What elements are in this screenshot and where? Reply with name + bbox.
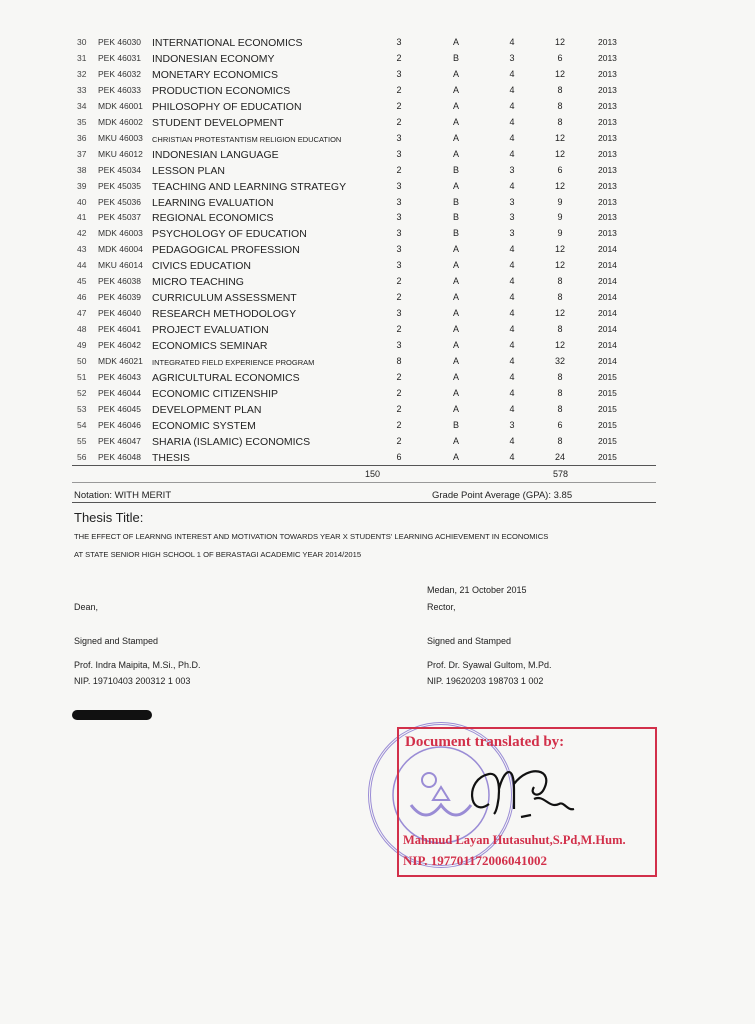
table-row (0, 388, 755, 404)
grade-point: 3 (509, 228, 515, 239)
gpa: Grade Point Average (GPA): 3.85 (432, 490, 573, 501)
course-name: PROJECT EVALUATION (152, 324, 269, 337)
year: 2013 (598, 228, 617, 239)
credit: 3 (396, 340, 402, 351)
grade-point: 4 (509, 403, 515, 414)
grade-point: 3 (509, 419, 515, 430)
course-code: MDK 46002 (98, 116, 143, 127)
course-name: PHILOSOPHY OF EDUCATION (152, 100, 302, 113)
course-code: PEK 46047 (98, 435, 142, 446)
year: 2014 (598, 260, 617, 271)
grade-point: 4 (509, 244, 515, 255)
course-name: AGRICULTURAL ECONOMICS (152, 371, 300, 384)
year: 2013 (598, 84, 617, 95)
grade-letter: A (452, 84, 459, 95)
grade-point: 3 (509, 164, 515, 175)
course-name: SHARIA (ISLAMIC) ECONOMICS (152, 435, 311, 448)
weighted-total: 12 (554, 180, 565, 191)
course-code: PEK 45037 (98, 212, 142, 223)
course-code: MDK 46001 (98, 100, 143, 111)
weighted-total: 12 (554, 260, 565, 271)
grade-point: 4 (509, 292, 515, 303)
credit: 3 (396, 37, 402, 47)
credit: 2 (396, 100, 402, 111)
credit: 2 (396, 276, 402, 287)
grade-letter: A (452, 403, 459, 414)
table-row (0, 340, 755, 356)
rector-nip: NIP. 19620203 198703 1 002 (427, 676, 544, 686)
grade-letter: B (452, 228, 459, 239)
course-code: PEK 46042 (98, 340, 142, 351)
row-number: 54 (77, 419, 87, 430)
credit: 2 (396, 403, 402, 414)
year: 2014 (598, 244, 617, 255)
course-name: PEDAGOGICAL PROFESSION (152, 244, 300, 257)
course-name: THESIS (152, 451, 190, 464)
course-name: CURRICULUM ASSESSMENT (152, 292, 297, 305)
weighted-total: 8 (557, 324, 563, 335)
year: 2013 (598, 100, 617, 111)
grade-letter: A (452, 387, 459, 398)
grade-letter: A (452, 37, 459, 47)
course-name: DEVELOPMENT PLAN (152, 403, 262, 416)
weighted-total: 12 (554, 148, 565, 159)
course-name: INDONESIAN LANGUAGE (152, 148, 279, 161)
course-name: PSYCHOLOGY OF EDUCATION (152, 228, 307, 241)
table-row (0, 197, 755, 213)
weighted-total: 9 (557, 228, 563, 239)
year: 2013 (598, 196, 617, 207)
course-code: PEK 46041 (98, 324, 142, 335)
grade-point: 3 (509, 196, 515, 207)
row-number: 49 (77, 340, 87, 351)
thesis-title-line2: AT STATE SENIOR HIGH SCHOOL 1 OF BERASTAGI ACADEMIC YEAR 2014/2015 (74, 550, 362, 559)
year: 2013 (598, 212, 617, 223)
table-row (0, 85, 755, 101)
row-number: 35 (77, 116, 87, 127)
rector-title: Rector, (427, 602, 456, 612)
year: 2015 (598, 403, 617, 414)
row-number: 46 (77, 292, 87, 303)
row-number: 39 (77, 180, 87, 191)
course-name: INTERNATIONAL ECONOMICS (152, 37, 303, 49)
weighted-total: 12 (554, 308, 565, 319)
course-name: MICRO TEACHING (152, 276, 244, 289)
year: 2014 (598, 356, 617, 366)
row-number: 34 (77, 100, 87, 111)
course-code: PEK 46045 (98, 403, 142, 414)
weighted-total: 9 (557, 196, 563, 207)
credit: 3 (396, 180, 402, 191)
course-name: LESSON PLAN (152, 164, 225, 177)
grade-letter: A (452, 276, 459, 287)
dean-signed: Signed and Stamped (74, 636, 159, 646)
credit: 2 (396, 371, 402, 382)
year: 2013 (598, 132, 617, 143)
course-code: PEK 46044 (98, 387, 142, 398)
row-number: 30 (77, 37, 87, 47)
course-code: MKU 46012 (98, 148, 143, 159)
credit: 2 (396, 435, 402, 446)
credit: 2 (396, 116, 402, 127)
grade-letter: A (452, 292, 459, 303)
total-credits: 150 (365, 469, 381, 479)
year: 2014 (598, 324, 617, 335)
credit: 3 (396, 132, 402, 143)
course-name: REGIONAL ECONOMICS (152, 212, 274, 225)
year: 2013 (598, 116, 617, 127)
weighted-total: 12 (554, 132, 565, 143)
row-number: 55 (77, 435, 87, 446)
weighted-total: 8 (557, 116, 563, 127)
grade-letter: A (452, 260, 459, 271)
course-code: MKU 46014 (98, 260, 143, 271)
grade-letter: B (452, 419, 459, 430)
grade-point: 4 (509, 116, 515, 127)
credit: 6 (396, 451, 402, 462)
weighted-total: 12 (554, 340, 565, 351)
grade-point: 4 (509, 435, 515, 446)
table-row (0, 181, 755, 197)
signature-icon (459, 759, 579, 829)
course-name: RESEARCH METHODOLOGY (152, 308, 297, 321)
grade-point: 4 (509, 132, 515, 143)
table-row (0, 244, 755, 260)
weighted-total: 32 (554, 356, 565, 366)
weighted-total: 8 (557, 435, 563, 446)
course-name: ECONOMIC SYSTEM (152, 419, 256, 432)
course-code: PEK 46031 (98, 52, 142, 63)
course-name: MONETARY ECONOMICS (152, 68, 279, 81)
year: 2014 (598, 292, 617, 303)
grade-letter: B (452, 196, 459, 207)
credit: 8 (396, 356, 402, 366)
course-name: TEACHING AND LEARNING STRATEGY (152, 180, 347, 193)
row-number: 40 (77, 196, 87, 207)
redaction-mark (72, 710, 152, 720)
dean-name: Prof. Indra Maipita, M.Si., Ph.D. (74, 660, 201, 670)
course-name: CIVICS EDUCATION (152, 260, 251, 273)
grade-point: 4 (509, 68, 515, 79)
row-number: 31 (77, 52, 87, 63)
row-number: 36 (77, 132, 87, 143)
thesis-title-label: Thesis Title: (74, 510, 144, 525)
stamp-heading: Document translated by: (405, 734, 565, 750)
table-row (0, 37, 755, 53)
dean-nip: NIP. 19710403 200312 1 003 (74, 676, 191, 686)
table-row (0, 149, 755, 165)
grade-point: 4 (509, 276, 515, 287)
weighted-total: 8 (557, 100, 563, 111)
course-code: PEK 46033 (98, 84, 142, 95)
row-number: 41 (77, 212, 87, 223)
grade-point: 4 (509, 260, 515, 271)
weighted-total: 24 (554, 451, 565, 462)
row-number: 37 (77, 148, 87, 159)
row-number: 42 (77, 228, 87, 239)
table-row (0, 292, 755, 308)
grade-point: 4 (509, 371, 515, 382)
year: 2013 (598, 37, 617, 47)
translator-stamp (397, 727, 657, 877)
year: 2014 (598, 308, 617, 319)
rector-name: Prof. Dr. Syawal Gultom, M.Pd. (427, 660, 552, 670)
weighted-total: 6 (557, 164, 563, 175)
row-number: 47 (77, 308, 87, 319)
credit: 2 (396, 387, 402, 398)
course-code: PEK 46043 (98, 371, 142, 382)
credit: 3 (396, 308, 402, 319)
grade-letter: A (452, 435, 459, 446)
grade-letter: B (452, 164, 459, 175)
weighted-total: 8 (557, 403, 563, 414)
table-row (0, 212, 755, 228)
credit: 3 (396, 148, 402, 159)
weighted-total: 6 (557, 419, 563, 430)
grade-point: 4 (509, 387, 515, 398)
course-code: PEK 45036 (98, 196, 142, 207)
grade-point: 4 (509, 340, 515, 351)
course-code: MDK 46004 (98, 244, 143, 255)
credit: 3 (396, 212, 402, 223)
row-number: 48 (77, 324, 87, 335)
credit: 2 (396, 52, 402, 63)
grade-letter: A (452, 244, 459, 255)
table-row (0, 101, 755, 117)
weighted-total: 8 (557, 387, 563, 398)
table-row (0, 420, 755, 436)
credit: 2 (396, 292, 402, 303)
table-row (0, 117, 755, 133)
course-name: LEARNING EVALUATION (152, 196, 274, 209)
grade-point: 4 (509, 180, 515, 191)
course-code: PEK 45034 (98, 164, 142, 175)
course-name: ECONOMIC CITIZENSHIP (152, 387, 279, 400)
row-number: 56 (77, 451, 87, 462)
grade-point: 4 (509, 148, 515, 159)
row-number: 51 (77, 371, 87, 382)
year: 2015 (598, 435, 617, 446)
course-code: PEK 46032 (98, 68, 142, 79)
year: 2015 (598, 371, 617, 382)
grade-point: 4 (509, 308, 515, 319)
row-number: 53 (77, 403, 87, 414)
row-number: 45 (77, 276, 87, 287)
course-code: PEK 46046 (98, 419, 142, 430)
row-number: 44 (77, 260, 87, 271)
weighted-total: 8 (557, 371, 563, 382)
notation: Notation: WITH MERIT (74, 490, 172, 501)
course-code: PEK 46038 (98, 276, 142, 287)
place-date: Medan, 21 October 2015 (427, 585, 527, 595)
grade-letter: B (452, 52, 459, 63)
row-number: 33 (77, 84, 87, 95)
course-code: MKU 46003 (98, 132, 143, 143)
course-code: PEK 46048 (98, 451, 142, 462)
year: 2013 (598, 164, 617, 175)
row-number: 52 (77, 387, 87, 398)
grade-letter: A (452, 116, 459, 127)
translator-nip: NIP. 197701172006041002 (403, 853, 547, 868)
grade-point: 4 (509, 100, 515, 111)
rector-signed: Signed and Stamped (427, 636, 512, 646)
credit: 2 (396, 419, 402, 430)
row-number: 50 (77, 356, 87, 366)
year: 2015 (598, 451, 617, 462)
grade-letter: A (452, 132, 459, 143)
weighted-total: 8 (557, 276, 563, 287)
total-points: 578 (553, 469, 569, 479)
credit: 3 (396, 260, 402, 271)
course-code: MDK 46021 (98, 356, 143, 366)
year: 2014 (598, 340, 617, 351)
course-name: STUDENT DEVELOPMENT (152, 116, 284, 129)
weighted-total: 12 (554, 244, 565, 255)
notation-divider (72, 502, 656, 503)
grade-letter: A (452, 356, 459, 366)
table-row (0, 69, 755, 85)
course-code: PEK 46039 (98, 292, 142, 303)
credit: 2 (396, 164, 402, 175)
grade-letter: A (452, 68, 459, 79)
table-row (0, 436, 755, 452)
year: 2013 (598, 180, 617, 191)
credit: 3 (396, 68, 402, 79)
grade-letter: A (452, 148, 459, 159)
course-name: INTEGRATED FIELD EXPERIENCE PROGRAM (152, 358, 315, 367)
thesis-title-line1: THE EFFECT OF LEARNNG INTEREST AND MOTIVATION TOWARDS YEAR X STUDENTS' LEARNING ACHIEVEMENT IN ECONOMICS (74, 532, 549, 541)
year: 2015 (598, 387, 617, 398)
grade-point: 3 (509, 52, 515, 63)
course-code: MDK 46003 (98, 228, 143, 239)
grade-point: 4 (509, 451, 515, 462)
weighted-total: 6 (557, 52, 563, 63)
table-row (0, 372, 755, 388)
grade-letter: A (452, 340, 459, 351)
course-name: CHRISTIAN PROTESTANTISM RELIGION EDUCATION (152, 134, 342, 144)
weighted-total: 8 (557, 84, 563, 95)
course-code: PEK 45035 (98, 180, 142, 191)
year: 2013 (598, 52, 617, 63)
course-name: INDONESIAN ECONOMY (152, 52, 275, 65)
row-number: 38 (77, 164, 87, 175)
table-row (0, 356, 755, 372)
grade-letter: B (452, 212, 459, 223)
credit: 2 (396, 84, 402, 95)
table-row (0, 324, 755, 340)
translator-name: Mahmud Layan Hutasuhut,S.Pd,M.Hum. (403, 833, 626, 847)
table-row (0, 228, 755, 244)
row-number: 43 (77, 244, 87, 255)
weighted-total: 12 (554, 37, 565, 47)
grade-point: 4 (509, 356, 515, 366)
grade-letter: A (452, 308, 459, 319)
year: 2015 (598, 419, 617, 430)
table-row (0, 133, 755, 149)
course-code: PEK 46040 (98, 308, 142, 319)
totals-divider (72, 482, 656, 483)
credit: 2 (396, 324, 402, 335)
dean-title: Dean, (74, 602, 99, 612)
credit: 3 (396, 244, 402, 255)
weighted-total: 12 (554, 68, 565, 79)
course-code: PEK 46030 (98, 37, 142, 47)
grade-point: 3 (509, 212, 515, 223)
weighted-total: 9 (557, 212, 563, 223)
table-row (0, 404, 755, 420)
year: 2013 (598, 148, 617, 159)
grade-letter: A (452, 371, 459, 382)
grade-point: 4 (509, 37, 515, 47)
table-row (0, 260, 755, 276)
table-row (0, 53, 755, 69)
grade-point: 4 (509, 84, 515, 95)
table-divider (72, 465, 656, 466)
table-row (0, 276, 755, 292)
course-name: PRODUCTION ECONOMICS (152, 84, 291, 97)
table-row (0, 165, 755, 181)
grade-letter: A (452, 180, 459, 191)
weighted-total: 8 (557, 292, 563, 303)
credit: 3 (396, 196, 402, 207)
year: 2013 (598, 68, 617, 79)
grade-letter: A (452, 451, 459, 462)
grade-point: 4 (509, 324, 515, 335)
row-number: 32 (77, 68, 87, 79)
credit: 3 (396, 228, 402, 239)
course-name: ECONOMICS SEMINAR (152, 340, 268, 353)
year: 2014 (598, 276, 617, 287)
grade-letter: A (452, 324, 459, 335)
grade-letter: A (452, 100, 459, 111)
table-row (0, 308, 755, 324)
